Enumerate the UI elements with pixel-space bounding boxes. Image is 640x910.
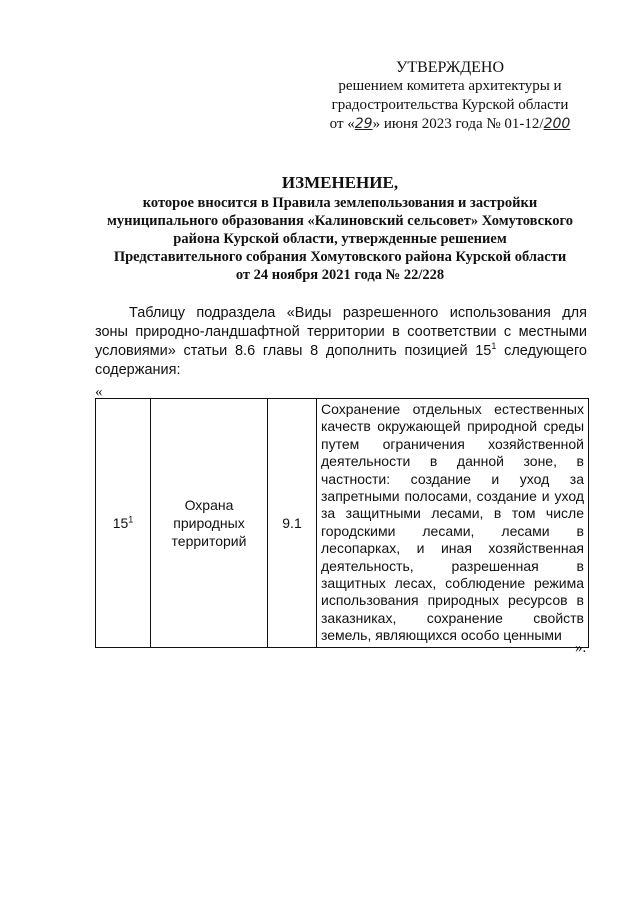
position-table xyxy=(95,398,589,648)
approval-line-1: решением комитета архитектуры и xyxy=(338,78,562,94)
heading-title: ИЗМЕНЕНИЕ, xyxy=(281,173,399,192)
intro-text-before: Таблицу подраздела «Виды разрешенного использования для зоны природно-ландшафтной территории в соответствии с местными условиями» статьи 8.6 главы 8 дополнить позицией 15 xyxy=(95,305,587,359)
heading-line-3: района Курской области, утвержденные решением xyxy=(173,231,507,247)
approval-date-prefix: от « xyxy=(329,116,355,132)
approval-number-handwritten: 200 xyxy=(543,116,571,132)
heading-line-5: от 24 ноября 2021 года № 22/228 xyxy=(235,267,445,283)
document-heading xyxy=(60,172,620,284)
heading-line-1: которое вносится в Правила землепользования и застройки xyxy=(142,195,538,211)
heading-line-4: Представительного собрания Хомутовского района Курской области xyxy=(113,249,567,265)
cell-number-superscript: 1 xyxy=(128,514,134,525)
quote-close: ». xyxy=(575,640,587,656)
approval-date-middle: » июня 2023 года № 01-12/ xyxy=(372,116,544,132)
approval-date-line xyxy=(300,115,600,134)
approval-day-handwritten: 29 xyxy=(354,116,373,132)
cell-name: Охрана природных территорий xyxy=(151,399,268,648)
cell-code: 9.1 xyxy=(268,399,317,648)
intro-paragraph xyxy=(95,304,587,380)
cell-number-value: 15 xyxy=(112,514,129,531)
intro-superscript: 1 xyxy=(491,341,497,352)
approval-line-2: градостроительства Курской области xyxy=(331,97,569,113)
approval-title: УТВЕРЖДЕНО xyxy=(395,59,504,76)
intro-text-after: следующего содержания: xyxy=(95,343,587,378)
heading-line-2: муниципального образования «Калиновский сельсовет» Хомутовского xyxy=(106,213,574,229)
approval-block xyxy=(300,58,600,134)
quote-open: « xyxy=(95,384,103,400)
cell-number xyxy=(96,399,151,648)
cell-description: Сохранение отдельных естественных качеств окружающей природной среды путем ограничения хозяйственной деятельности в данной зоне, в частности: создание и уход за запретными полосами, создание и уход за защитными лесами, в том числе городскими лесами, лесами в лесопарках, и иная хозяйственная деятельность, разрешенная в защитных лесах, соблюдение режима использования природных ресурсов в заказниках, сохранение свойств земель, являющихся особо ценными xyxy=(317,399,589,648)
table-row xyxy=(96,399,589,648)
